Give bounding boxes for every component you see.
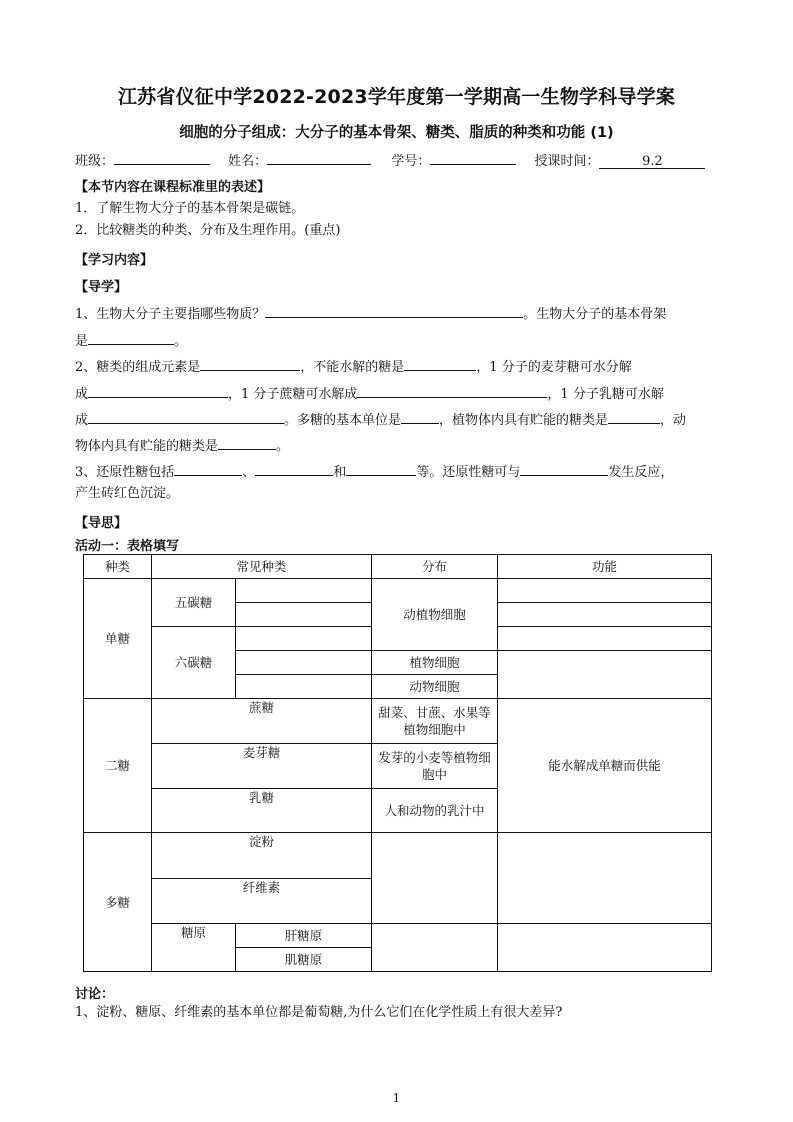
cell-maltose-dist: 发芽的小麦等植物细胞中 — [372, 744, 498, 789]
cell-lactose-dist: 人和动物的乳汁中 — [372, 789, 498, 833]
activity-title: 活动一：表格填写 — [75, 539, 180, 554]
cell-muscle-glycogen: 肌糖原 — [236, 948, 372, 972]
cell-starch: 淀粉 — [152, 833, 372, 879]
header-type: 种类 — [84, 555, 152, 579]
cell-dist-animal: 动物细胞 — [372, 675, 498, 699]
q3-text-d: 等。还原性糖可与 — [416, 465, 521, 480]
q1-blank-1[interactable] — [265, 303, 523, 318]
q1-text-a: 1、生物大分子主要指哪些物质？ — [75, 307, 266, 322]
q2-blank-unit[interactable] — [401, 409, 439, 424]
q2-text-g: 成 — [75, 413, 89, 428]
cell-sucrose-dist: 甜菜、甘蔗、水果等植物细胞中 — [372, 699, 498, 744]
cell-hexose: 六碳糖 — [152, 627, 236, 699]
question-1-line-2 — [75, 330, 187, 348]
table-header-row — [84, 555, 712, 579]
q1-text-b: 。生物大分子的基本骨架 — [523, 307, 667, 322]
q3-blank-1[interactable] — [174, 461, 242, 476]
cell-glycogen: 糖原 — [152, 924, 236, 972]
q1-blank-2[interactable] — [88, 330, 174, 345]
number-label: 学号： — [391, 154, 431, 169]
discussion-heading: 讨论： — [75, 987, 115, 1002]
q2-text-d: 成 — [75, 387, 89, 402]
q3-blank-2[interactable] — [255, 461, 333, 476]
cell-dist-plant: 植物细胞 — [372, 651, 498, 675]
header-common-types: 常见种类 — [152, 555, 372, 579]
question-2-line-3 — [75, 409, 686, 427]
q2-text-f: ，1 分子乳糖可水解 — [547, 387, 664, 402]
cell-cellulose: 纤维素 — [152, 879, 372, 924]
question-1-line-1 — [75, 303, 666, 321]
cell-monosaccharide: 单糖 — [84, 579, 152, 699]
number-field[interactable] — [430, 150, 516, 165]
answer-cell[interactable] — [236, 603, 372, 627]
question-3-line-2: 产生砖红色沉淀。 — [75, 486, 180, 501]
q2-text-l: 。 — [276, 439, 290, 454]
q2-text-b: ，不能水解的糖是 — [300, 360, 405, 375]
q3-text-b: 、 — [242, 465, 256, 480]
answer-cell[interactable] — [236, 627, 372, 651]
answer-cell[interactable] — [498, 651, 712, 699]
student-info-row — [75, 150, 705, 169]
sugar-table — [83, 554, 712, 972]
table-row — [84, 833, 712, 879]
header-distribution: 分布 — [372, 555, 498, 579]
standards-item-1: 1．了解生物大分子的基本骨架是碳链。 — [75, 201, 305, 216]
table-row — [84, 579, 712, 603]
table-row — [84, 699, 712, 744]
q3-blank-3[interactable] — [346, 461, 416, 476]
cell-di-function: 能水解成单糖而供能 — [498, 699, 712, 833]
q3-text-a: 3、还原性糖包括 — [75, 465, 175, 480]
q3-text-e: 发生反应， — [608, 465, 674, 480]
question-2-line-2 — [75, 383, 664, 401]
question-3-line-1 — [75, 461, 673, 479]
q2-text-j: ，动 — [660, 413, 687, 428]
q2-blank-sucrose[interactable] — [357, 383, 547, 398]
learning-heading: 【学习内容】 — [75, 253, 154, 268]
cell-dist-animal-plant: 动植物细胞 — [372, 579, 498, 651]
q3-text-c: 和 — [333, 465, 347, 480]
q2-text-c: ，1 分子的麦芽糖可水分解 — [476, 360, 632, 375]
q2-blank-lactose[interactable] — [88, 409, 284, 424]
page-subtitle: 细胞的分子组成：大分子的基本骨架、糖类、脂质的种类和功能 (1) — [179, 125, 614, 141]
answer-cell[interactable] — [498, 833, 712, 924]
name-label: 姓名： — [228, 154, 268, 169]
think-heading: 【导思】 — [75, 516, 128, 531]
class-field[interactable] — [114, 150, 210, 165]
answer-cell[interactable] — [236, 651, 372, 675]
answer-cell[interactable] — [236, 579, 372, 603]
q2-blank-monosaccharide[interactable] — [404, 356, 476, 371]
q2-text-a: 2、糖类的组成元素是 — [75, 360, 201, 375]
table-row — [84, 924, 712, 948]
answer-cell[interactable] — [236, 675, 372, 699]
cell-liver-glycogen: 肝糖原 — [236, 924, 372, 948]
question-2-line-4 — [75, 435, 289, 453]
answer-cell[interactable] — [498, 924, 712, 972]
cell-sucrose: 蔗糖 — [152, 699, 372, 744]
answer-cell[interactable] — [372, 833, 498, 924]
answer-cell[interactable] — [498, 603, 712, 627]
cell-maltose: 麦芽糖 — [152, 744, 372, 789]
q3-blank-reagent[interactable] — [520, 461, 608, 476]
time-label: 授课时间： — [534, 154, 600, 169]
cell-polysaccharide: 多糖 — [84, 833, 152, 972]
q2-text-e: ，1 分子蔗糖可水解成 — [228, 387, 358, 402]
discussion-question-1: 1、淀粉、糖原、纤维素的基本单位都是葡萄糖,为什么它们在化学性质上有很大差异? — [75, 1005, 563, 1020]
q1-text-c: 是 — [75, 334, 89, 349]
q2-blank-plant-storage[interactable] — [608, 409, 660, 424]
answer-cell[interactable] — [498, 579, 712, 603]
page-title: 江苏省仪征中学2022-2023学年度第一学期高一生物学科导学案 — [117, 86, 676, 108]
q2-blank-animal-storage[interactable] — [218, 435, 276, 450]
q2-text-i: ，植物体内具有贮能的糖类是 — [439, 413, 609, 428]
q2-text-h: 。多糖的基本单位是 — [284, 413, 402, 428]
answer-cell[interactable] — [372, 924, 498, 972]
q1-text-d: 。 — [174, 334, 188, 349]
q2-text-k: 物体内具有贮能的糖类是 — [75, 439, 219, 454]
cell-lactose: 乳糖 — [152, 789, 372, 833]
standards-item-2: 2．比较糖类的种类、分布及生理作用。(重点) — [75, 223, 341, 238]
time-field[interactable]: 9.2 — [599, 154, 705, 169]
header-function: 功能 — [498, 555, 712, 579]
cell-pentose: 五碳糖 — [152, 579, 236, 627]
answer-cell[interactable] — [498, 627, 712, 651]
question-2-line-1 — [75, 356, 632, 374]
q2-blank-elements[interactable] — [200, 356, 300, 371]
name-field[interactable] — [267, 150, 371, 165]
guide-heading: 【导学】 — [75, 280, 128, 295]
page-number: 1 — [392, 1091, 401, 1105]
standards-heading: 【本节内容在课程标准里的表述】 — [75, 180, 271, 195]
cell-disaccharide: 二糖 — [84, 699, 152, 833]
class-label: 班级： — [75, 154, 115, 169]
q2-blank-maltose[interactable] — [88, 383, 228, 398]
